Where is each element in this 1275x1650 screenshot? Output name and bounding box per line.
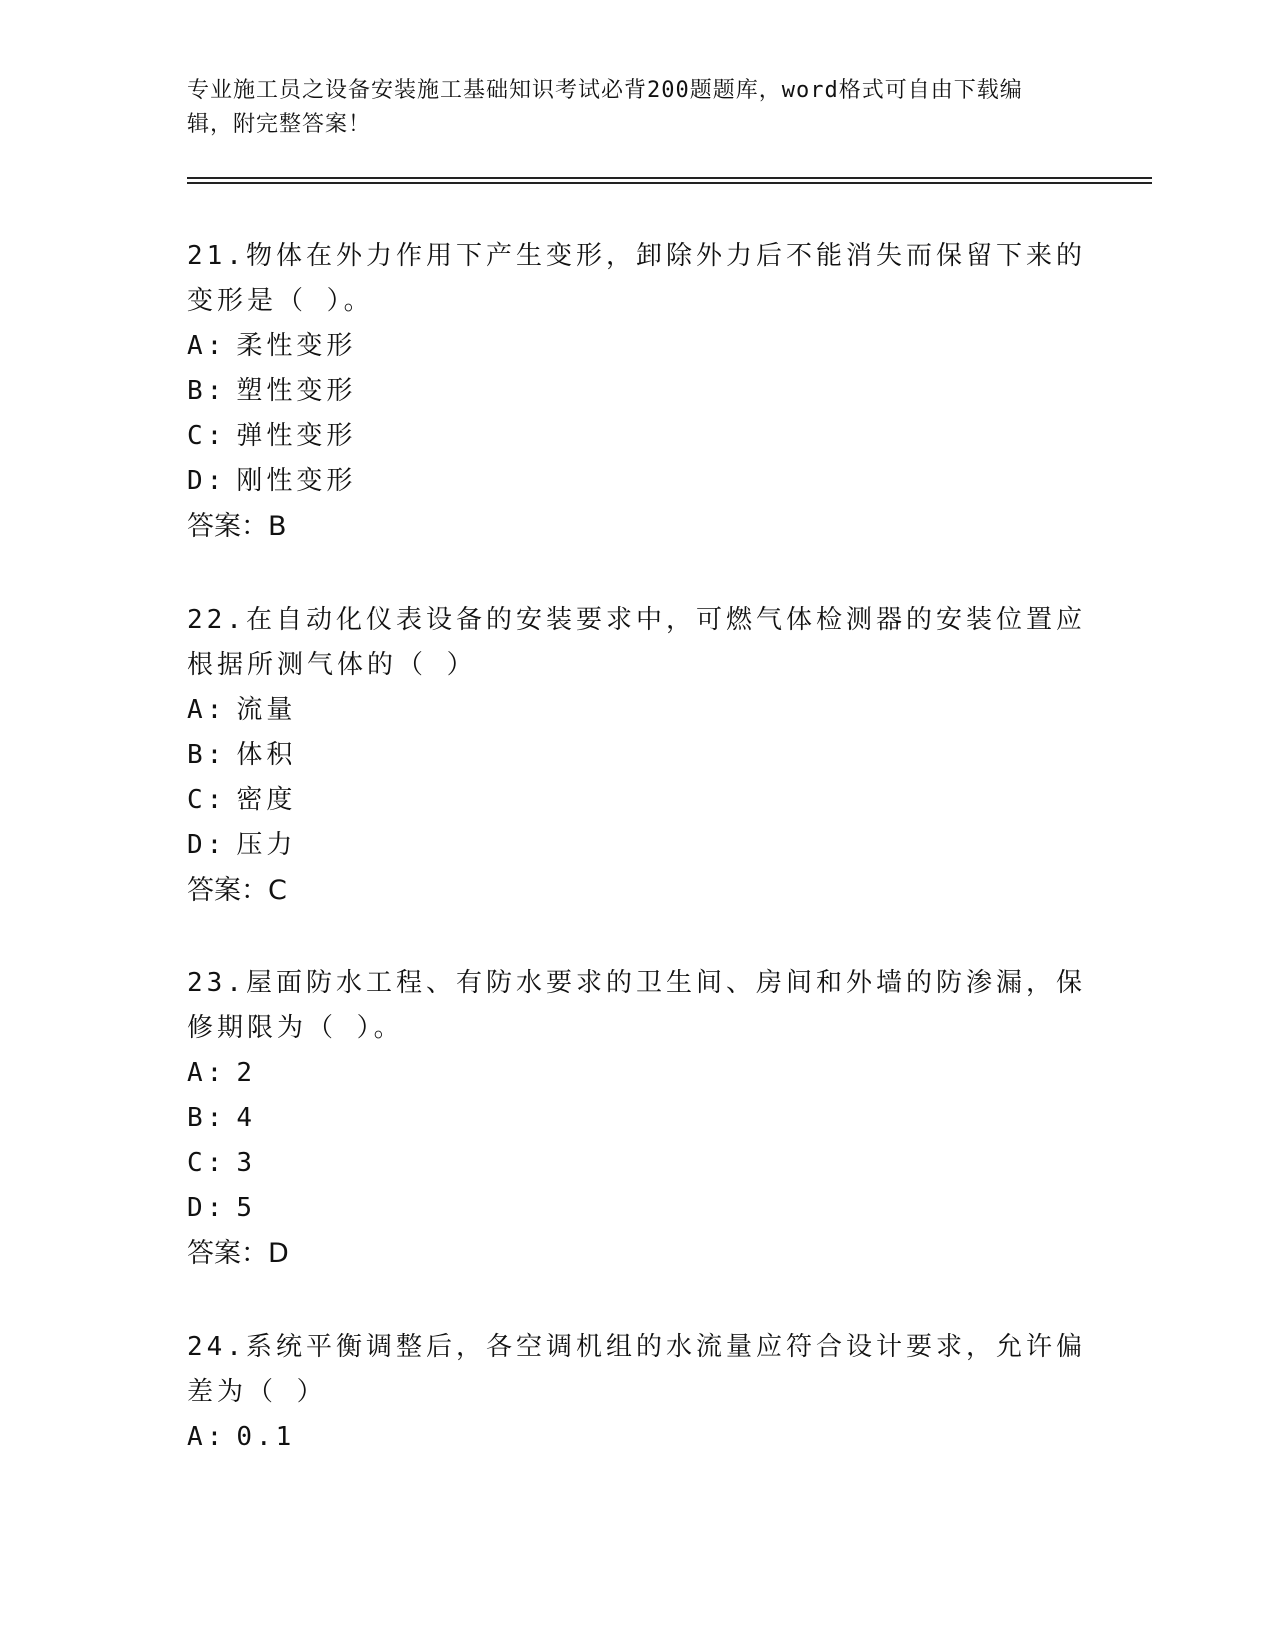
option-c xyxy=(187,414,1087,459)
option-label: B: xyxy=(187,740,227,770)
option-text: 5 xyxy=(236,1193,256,1223)
question-23 xyxy=(187,961,1087,1276)
option-label: B: xyxy=(187,376,227,406)
option-text: 塑性变形 xyxy=(236,376,357,406)
option-text: 刚性变形 xyxy=(236,466,357,496)
option-a xyxy=(187,1415,1087,1460)
option-a xyxy=(187,1051,1087,1096)
option-text: 压力 xyxy=(236,830,297,860)
answer: 答案：B xyxy=(187,511,287,542)
option-text: 密度 xyxy=(236,785,297,815)
answer: 答案：D xyxy=(187,1238,289,1269)
option-label: A: xyxy=(187,1058,227,1088)
question-22 xyxy=(187,598,1087,913)
option-text: 流量 xyxy=(236,695,297,725)
header-divider-bottom xyxy=(187,182,1152,184)
header-divider-top xyxy=(187,177,1152,179)
question-24 xyxy=(187,1325,1087,1460)
option-text: 4 xyxy=(236,1103,256,1133)
option-label: A: xyxy=(187,1422,227,1452)
question-stem: 23.屋面防水工程、有防水要求的卫生间、房间和外墙的防渗漏，保修期限为（ ）。 xyxy=(187,968,1086,1043)
option-b xyxy=(187,1096,1087,1141)
option-text: 体积 xyxy=(236,740,297,770)
question-21 xyxy=(187,234,1087,549)
option-label: C: xyxy=(187,421,227,451)
option-a xyxy=(187,688,1087,733)
option-label: C: xyxy=(187,1148,227,1178)
option-c xyxy=(187,778,1087,823)
option-label: D: xyxy=(187,830,227,860)
option-b xyxy=(187,369,1087,414)
option-b xyxy=(187,733,1087,778)
document-header: 专业施工员之设备安装施工基础知识考试必背200题题库，word格式可自由下载编辑，附完整答案！ xyxy=(187,78,1023,137)
option-text: 弹性变形 xyxy=(236,421,357,451)
option-label: B: xyxy=(187,1103,227,1133)
option-label: C: xyxy=(187,785,227,815)
option-label: A: xyxy=(187,331,227,361)
option-c xyxy=(187,1141,1087,1186)
option-text: 3 xyxy=(236,1148,256,1178)
question-stem: 22.在自动化仪表设备的安装要求中，可燃气体检测器的安装位置应根据所测气体的（ ） xyxy=(187,605,1086,680)
option-label: D: xyxy=(187,1193,227,1223)
option-d xyxy=(187,1186,1087,1231)
option-text: 柔性变形 xyxy=(236,331,357,361)
question-stem: 21.物体在外力作用下产生变形，卸除外力后不能消失而保留下来的变形是（ ）。 xyxy=(187,241,1086,316)
option-d xyxy=(187,459,1087,504)
option-label: D: xyxy=(187,466,227,496)
option-d xyxy=(187,823,1087,868)
option-label: A: xyxy=(187,695,227,725)
option-text: 0.1 xyxy=(236,1422,296,1452)
answer: 答案：C xyxy=(187,875,287,906)
option-text: 2 xyxy=(236,1058,256,1088)
question-stem: 24.系统平衡调整后，各空调机组的水流量应符合设计要求，允许偏差为（ ） xyxy=(187,1332,1086,1407)
option-a xyxy=(187,324,1087,369)
